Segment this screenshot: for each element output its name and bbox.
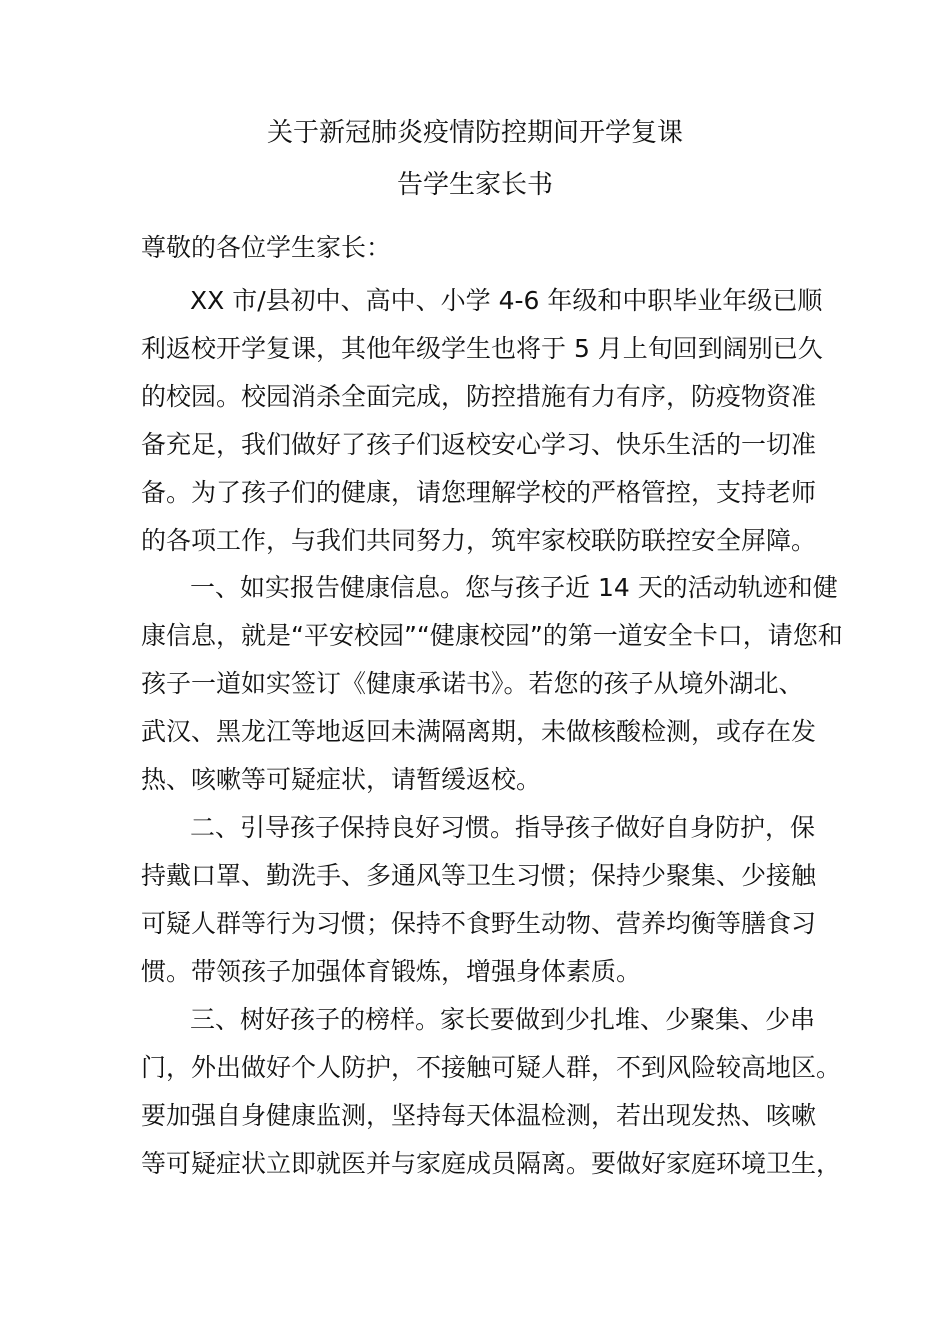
paragraph-4-line-3: 要加强自身健康监测，坚持每天体温检测，若出现发热、咳嗽 [141, 1101, 817, 1130]
paragraph-2-line-2: 康信息，就是“平安校园”“健康校园”的第一道安全卡口，请您和 [141, 621, 843, 650]
paragraph-1-line-4: 备充足，我们做好了孩子们返校安心学习、快乐生活的一切准 [141, 430, 817, 459]
paragraph-2-line-1: 一、如实报告健康信息。您与孩子近 14 天的活动轨迹和健 [190, 573, 838, 602]
paragraph-4-line-1: 三、树好孩子的榜样。家长要做到少扎堆、少聚集、少串 [190, 1005, 816, 1034]
document-title-line-1: 关于新冠肺炎疫情防控期间开学复课 [266, 118, 683, 148]
paragraph-4-line-2: 门，外出做好个人防护，不接触可疑人群，不到风险较高地区。 [141, 1053, 842, 1082]
paragraph-2-line-4: 武汉、黑龙江等地返回未满隔离期，未做核酸检测，或存在发 [141, 717, 817, 746]
paragraph-3-line-2: 持戴口罩、勤洗手、多通风等卫生习惯；保持少聚集、少接触 [141, 861, 817, 890]
paragraph-4-line-4: 等可疑症状立即就医并与家庭成员隔离。要做好家庭环境卫生， [141, 1149, 842, 1178]
paragraph-3-line-1: 二、引导孩子保持良好习惯。指导孩子做好自身防护，保 [190, 813, 816, 842]
paragraph-2-line-3: 孩子一道如实签订《健康承诺书》。若您的孩子从境外湖北、 [141, 669, 804, 698]
paragraph-1-line-6: 的各项工作，与我们共同努力，筑牢家校联防联控安全屏障。 [141, 526, 817, 555]
salutation: 尊敬的各位学生家长： [141, 233, 392, 262]
paragraph-1-line-2: 利返校开学复课，其他年级学生也将于 5 月上旬回到阔别已久 [141, 334, 823, 363]
paragraph-1-line-5: 备。为了孩子们的健康，请您理解学校的严格管控，支持老师 [141, 478, 817, 507]
paragraph-1-line-3: 的校园。校园消杀全面完成，防控措施有力有序，防疫物资准 [141, 382, 817, 411]
paragraph-3-line-4: 惯。带领孩子加强体育锻炼，增强身体素质。 [141, 957, 642, 986]
paragraph-3-line-3: 可疑人群等行为习惯；保持不食野生动物、营养均衡等膳食习 [141, 909, 817, 938]
paragraph-1-line-1: XX 市/县初中、高中、小学 4-6 年级和中职毕业年级已顺 [190, 286, 823, 315]
document-title-line-2: 告学生家长书 [396, 170, 553, 200]
paragraph-2-line-5: 热、咳嗽等可疑症状，请暂缓返校。 [141, 765, 542, 794]
